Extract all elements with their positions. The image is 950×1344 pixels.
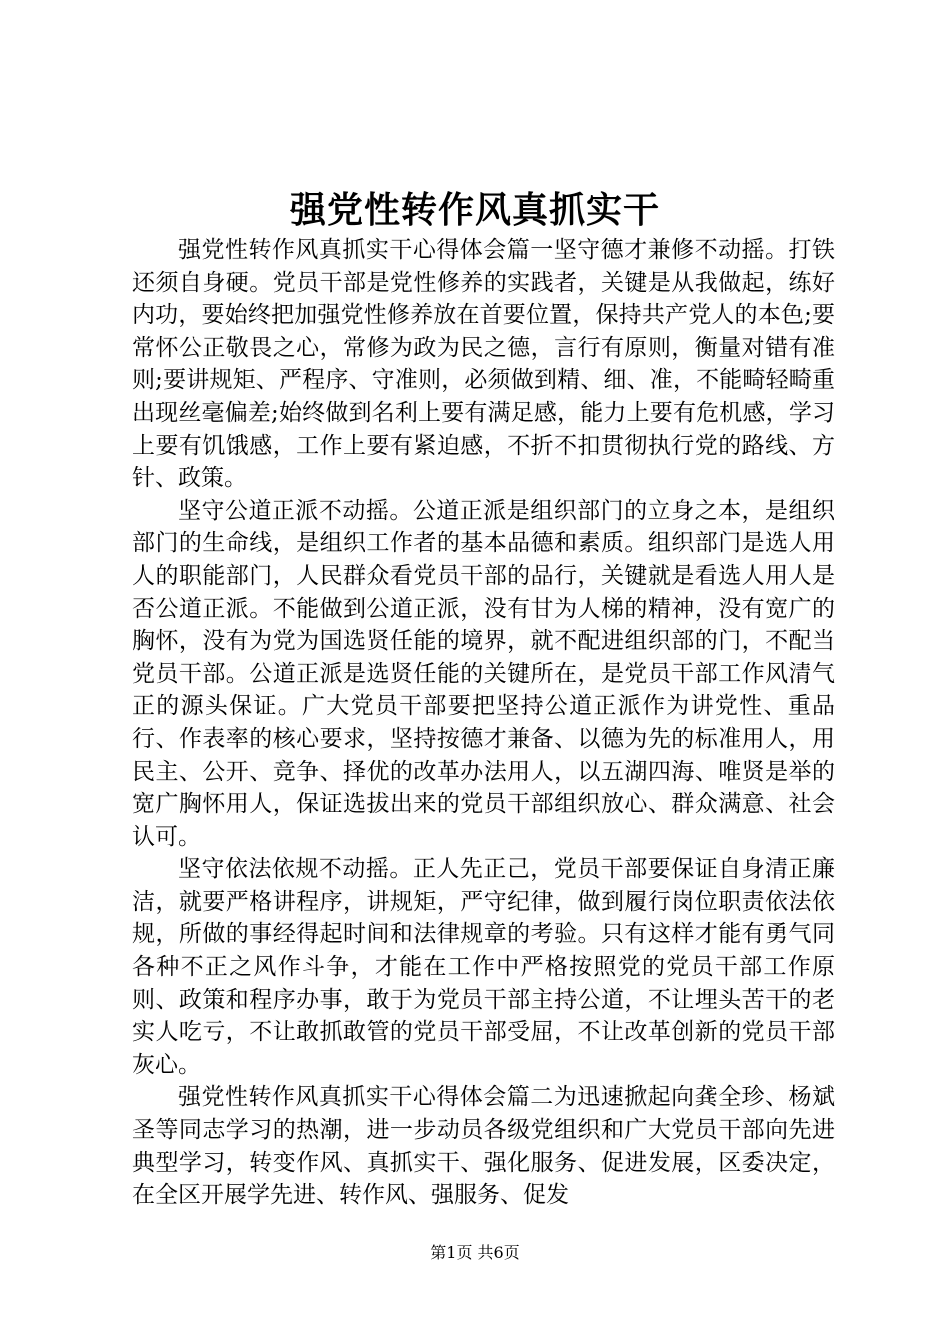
document-body xyxy=(132,234,835,1212)
paragraph-1: 强党性转作风真抓实干心得体会篇一坚守德才兼修不动摇。打铁还须自身硬。党员干部是党性修养的实践者，关键是从我做起，练好内功，要始终把加强党性修养放在首要位置，保持共产党人的本色;要常怀公正敬畏之心，常修为政为民之德，言行有原则，衡量对错有准则;要讲规矩、严程序、守准则，必须做到精、细、准，不能畸轻畸重出现丝毫偏差;始终做到名利上要有满足感，能力上要有危机感，学习上要有饥饿感，工作上要有紧迫感，不折不扣贯彻执行党的路线、方针、政策。 xyxy=(132,237,835,492)
page-number-footer: 第1页 共6页 xyxy=(430,1243,520,1262)
paragraph-2: 坚守公道正派不动摇。公道正派是组织部门的立身之本，是组织部门的生命线，是组织工作者的基本品德和素质。组织部门是选人用人的职能部门，人民群众看党员干部的品行，关键就是看选人用人是否公道正派。不能做到公道正派，没有甘为人梯的精神，没有宽广的胸怀，没有为党为国选贤任能的境界，就不配进组织部的门，不配当党员干部。公道正派是选贤任能的关键所在，是党员干部工作风清气正的源头保证。广大党员干部要把坚持公道正派作为讲党性、重品行、作表率的核心要求，坚持按德才兼备、以德为先的标准用人，用民主、公开、竞争、择优的改革办法用人，以五湖四海、唯贤是举的宽广胸怀用人，保证选拔出来的党员干部组织放心、群众满意、社会认可。 xyxy=(132,497,835,850)
paragraph-4: 强党性转作风真抓实干心得体会篇二为迅速掀起向龚全珍、杨斌圣等同志学习的热潮，进一步动员各级党组织和广大党员干部向先进典型学习，转变作风、真抓实干、强化服务、促进发展，区委决定，在全区开展学先进、转作风、强服务、促发 xyxy=(132,1084,835,1209)
document-title: 强党性转作风真抓实干 xyxy=(289,189,660,231)
paragraph-3: 坚守依法依规不动摇。正人先正己，党员干部要保证自身清正廉洁，就要严格讲程序，讲规矩，严守纪律，做到履行岗位职责依法依规，所做的事经得起时间和法律规章的考验。只有这样才能有勇气同各种不正之风作斗争，才能在工作中严格按照党的党员干部工作原则、政策和程序办事，敢于为党员干部主持公道，不让埋头苦干的老实人吃亏，不让敢抓敢管的党员干部受屈，不让改革创新的党员干部灰心。 xyxy=(132,856,835,1078)
